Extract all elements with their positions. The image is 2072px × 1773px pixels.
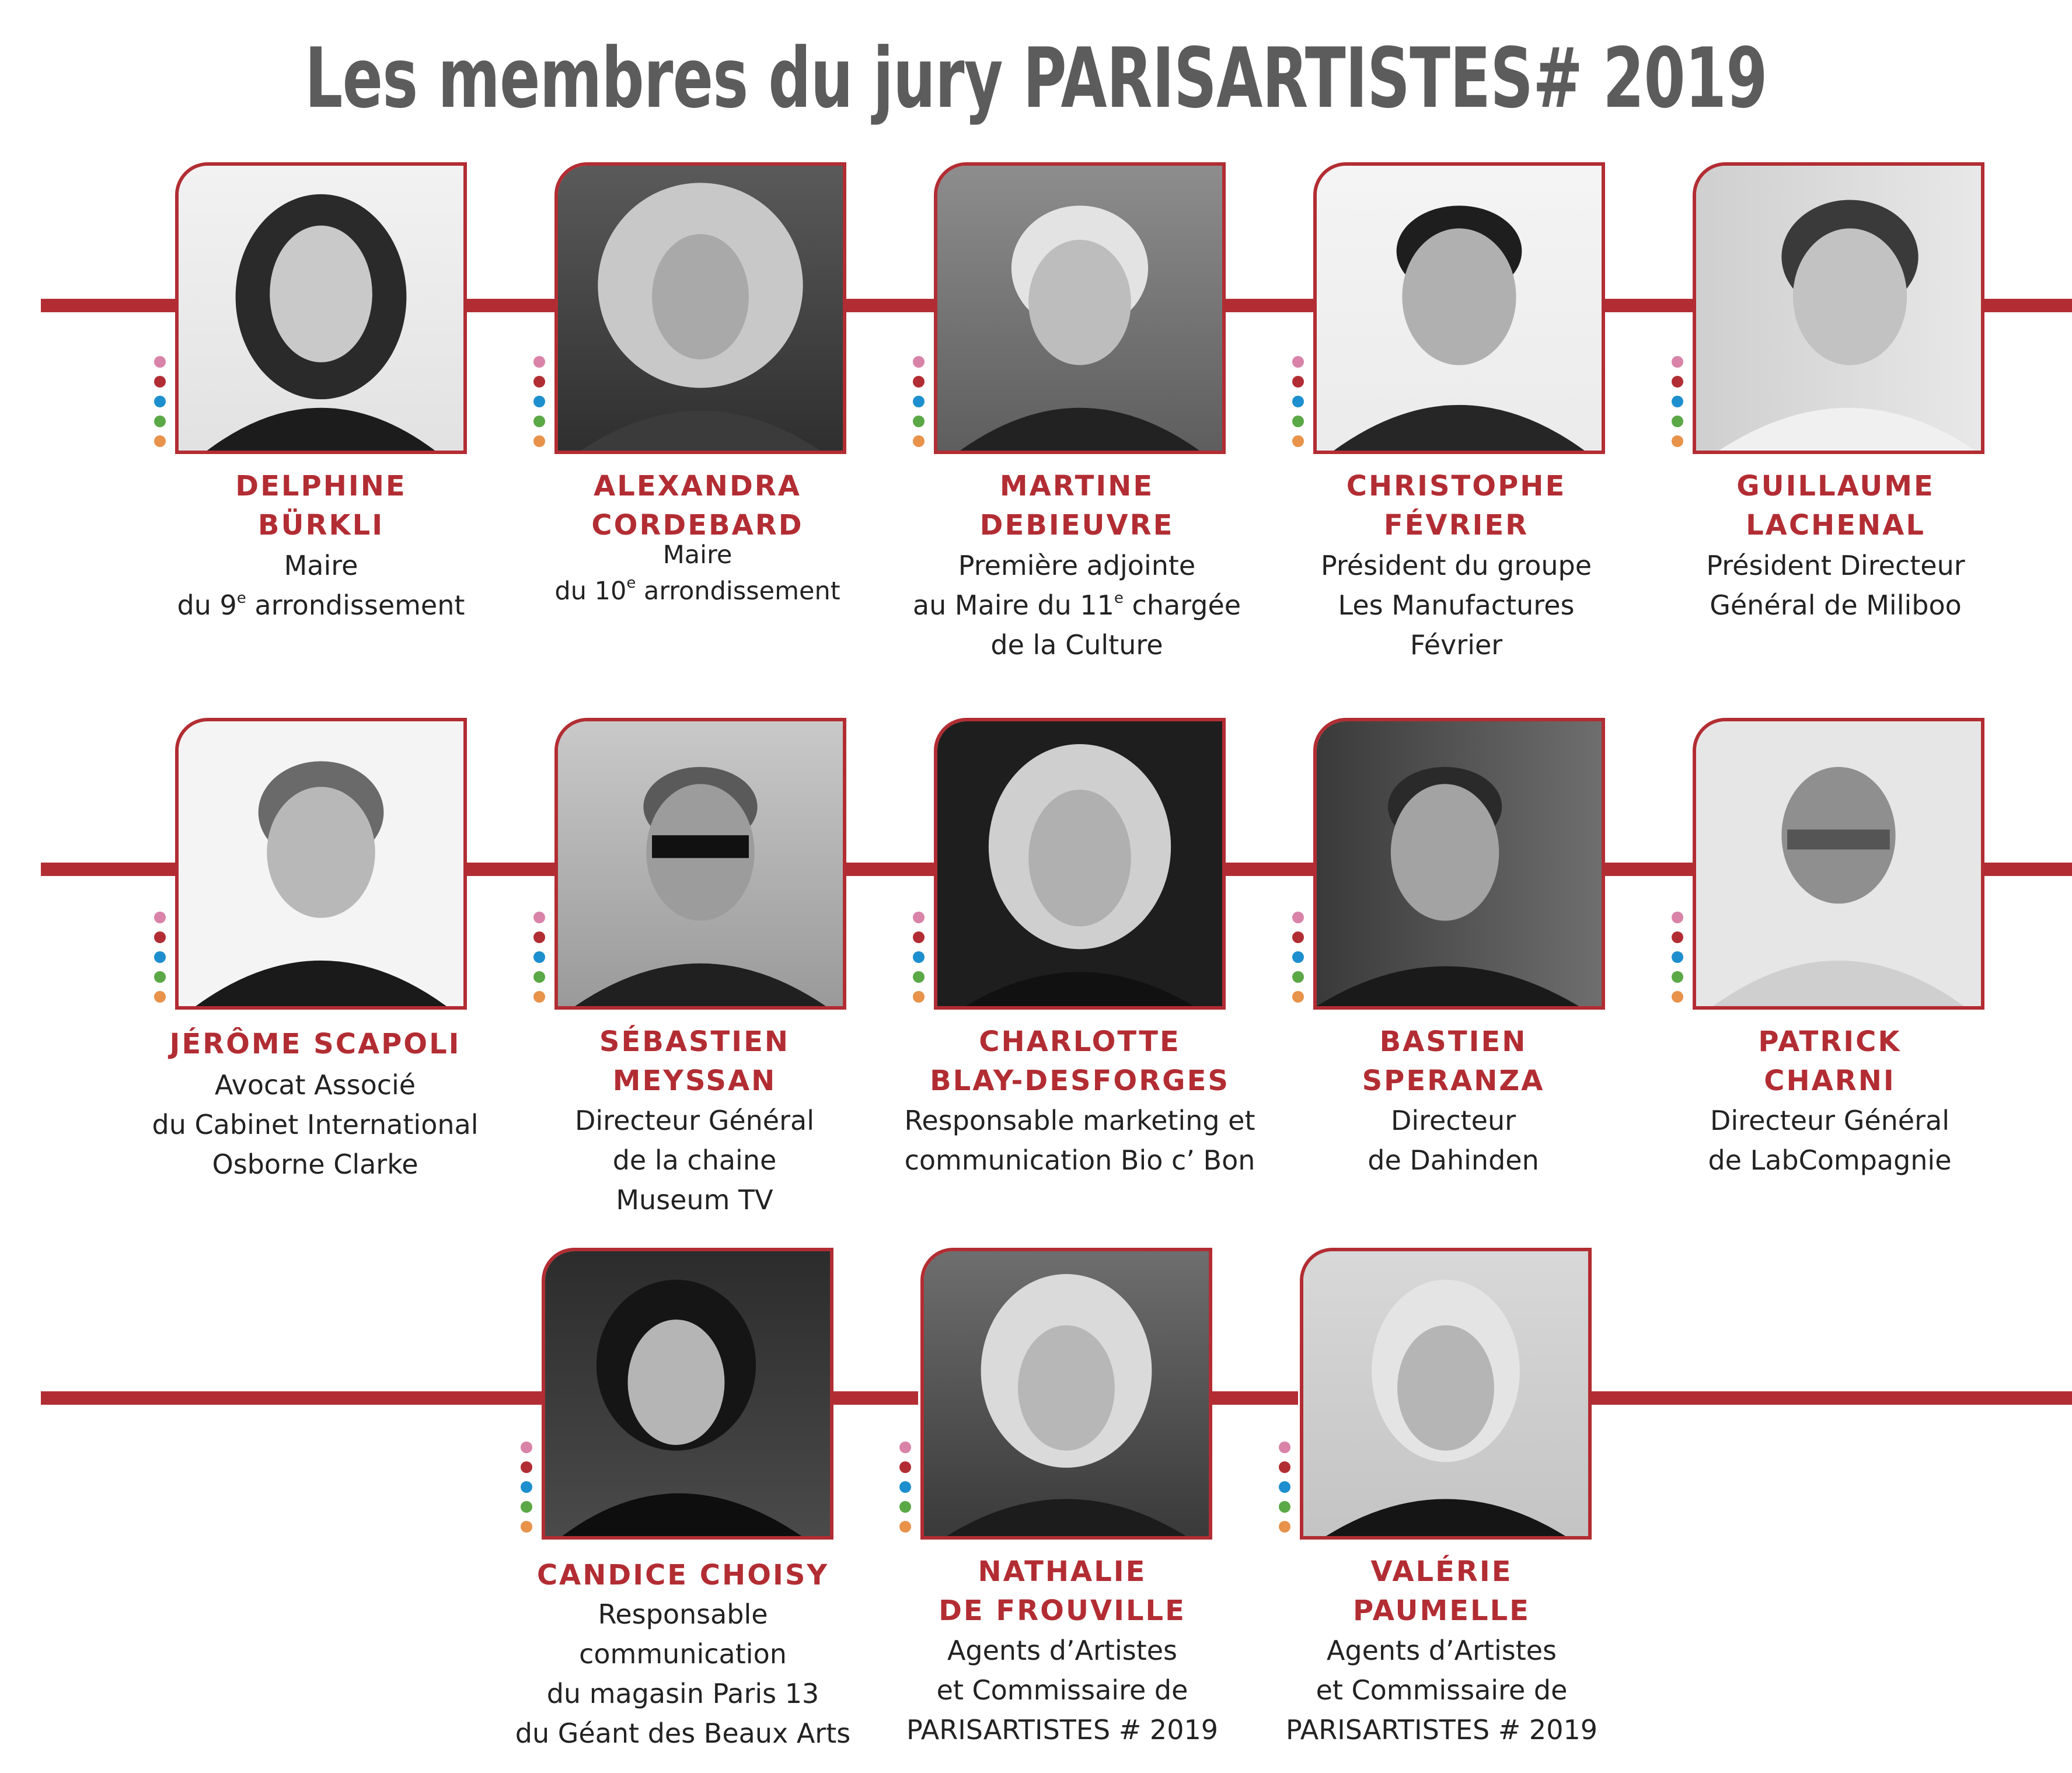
green-dot [154,971,166,983]
row-1-line-middle [1599,299,1698,312]
red-dot [1672,931,1683,943]
orange-dot [899,1521,911,1533]
portrait-photo [934,162,1226,454]
portrait-photo [1313,162,1605,454]
member-name: ALEXANDRA CORDEBARD [591,470,804,542]
pink-dot [913,356,925,368]
portrait-photo [934,718,1226,1010]
blue-dot [913,951,925,963]
pink-dot [1292,912,1304,923]
member-role: Maire du 10e arrondissement [554,540,840,606]
member-role: Agents d’Artistes et Commissaire de PARISARTISTES # 2019 [1285,1635,1597,1746]
member-role: Directeur de Dahinden [1368,1105,1539,1176]
green-dot [1672,416,1683,427]
member-name: CHRISTOPHE FÉVRIER [1346,470,1567,542]
red-dot [899,1461,911,1473]
green-dot [1292,416,1304,427]
row-1-line-right [1979,299,2072,312]
green-dot [913,971,925,983]
row-1-line-middle [461,299,560,312]
blue-dot [1279,1481,1290,1493]
portrait-photo [554,162,846,454]
orange-dot [913,435,925,447]
member-role: Première adjointe au Maire du 11e chargée de la Culture [912,550,1241,661]
green-dot [533,971,545,983]
portrait-photo [1313,718,1605,1010]
pink-dot [533,356,545,368]
red-dot [154,376,166,388]
green-dot [913,416,925,427]
pink-dot [899,1442,911,1453]
blue-dot [1672,951,1683,963]
member-role: Directeur Général de LabCompagnie [1708,1105,1952,1176]
blue-dot [533,951,545,963]
portrait-photo [542,1248,833,1540]
blue-dot [154,951,166,963]
member-role: Agents d’Artistes et Commissaire de PARISARTISTES # 2019 [906,1635,1218,1746]
member-role: Directeur Général de la chaine Museum TV [574,1105,814,1216]
green-dot [899,1501,911,1513]
portrait-photo [175,162,467,454]
green-dot [533,416,545,427]
red-dot [913,376,925,388]
red-dot [533,931,545,943]
row-1-line-middle [840,299,940,312]
color-dots [533,356,545,455]
pink-dot [1672,356,1683,368]
blue-dot [913,396,925,407]
orange-dot [1279,1521,1290,1533]
pink-dot [913,912,925,923]
row-3-line-right [1590,1391,2072,1405]
color-dots [913,356,925,455]
orange-dot [154,991,166,1003]
portrait-photo [1693,162,1984,454]
color-dots [1672,912,1683,1011]
portrait-photo [554,718,846,1010]
member-role: Maire du 9e arrondissement [177,550,465,621]
row-2-line-right [1979,863,2072,876]
red-dot [913,931,925,943]
color-dots [913,912,925,1011]
pink-dot [521,1442,532,1453]
member-name: SÉBASTIEN MEYSSAN [599,1025,790,1097]
color-dots [1292,912,1304,1011]
green-dot [521,1501,532,1513]
red-dot [154,931,166,943]
orange-dot [521,1521,532,1533]
portrait-photo [1300,1248,1592,1540]
member-role: Responsable communication du magasin Paris 13 du Géant des Beaux Arts [515,1599,851,1749]
page-title: Les membres du jury PARISARTISTES# 2019 [305,30,1767,127]
color-dots [154,356,166,455]
red-dot [1672,376,1683,388]
blue-dot [1292,396,1304,407]
color-dots [154,912,166,1011]
portrait-photo [175,718,467,1010]
row-3-line-middle [832,1391,918,1405]
color-dots [521,1442,532,1541]
orange-dot [154,435,166,447]
row-1-line-middle [1220,299,1319,312]
pink-dot [154,912,166,923]
pink-dot [1292,356,1304,368]
member-name: CANDICE CHOISY [536,1559,829,1591]
member-role: Président du groupe Les Manufactures Février [1320,550,1592,661]
row-2-line-left [41,863,179,876]
member-name: MARTINE DEBIEUVRE [979,470,1174,542]
member-name: GUILLAUME LACHENAL [1736,470,1935,542]
blue-dot [1292,951,1304,963]
row-3-line-left [41,1391,543,1405]
color-dots [1292,356,1304,455]
green-dot [1292,971,1304,983]
pink-dot [533,912,545,923]
red-dot [1292,931,1304,943]
orange-dot [533,435,545,447]
row-2-line-middle [840,863,940,876]
color-dots [533,912,545,1011]
blue-dot [521,1481,532,1493]
red-dot [521,1461,532,1473]
pink-dot [154,356,166,368]
member-name: PATRICK CHARNI [1758,1025,1902,1097]
member-name: JÉRÔME SCAPOLI [169,1028,461,1060]
pink-dot [1672,912,1683,923]
red-dot [1279,1461,1290,1473]
orange-dot [913,991,925,1003]
row-2-line-middle [1220,863,1319,876]
orange-dot [1292,991,1304,1003]
member-role: Avocat Associé du Cabinet International Osborne Clarke [152,1069,479,1180]
green-dot [1672,971,1683,983]
row-2-line-middle [1599,863,1698,876]
portrait-photo [920,1248,1212,1540]
row-3-line-middle [1211,1391,1298,1405]
orange-dot [1672,435,1683,447]
member-name: DELPHINE BÜRKLI [235,470,407,542]
member-name: CHARLOTTE BLAY-DESFORGES [930,1025,1230,1097]
member-name: NATHALIE DE FROUVILLE [939,1555,1186,1627]
green-dot [154,416,166,427]
row-1-line-left [41,299,179,312]
member-role: Président Directeur Général de Miliboo [1706,550,1965,621]
portrait-photo [1693,718,1984,1010]
color-dots [1279,1442,1290,1541]
blue-dot [1672,396,1683,407]
green-dot [1279,1501,1290,1513]
color-dots [899,1442,911,1541]
orange-dot [1292,435,1304,447]
blue-dot [154,396,166,407]
pink-dot [1279,1442,1290,1453]
orange-dot [1672,991,1683,1003]
color-dots [1672,356,1683,455]
member-name: BASTIEN SPERANZA [1362,1025,1545,1097]
member-name: VALÉRIE PAUMELLE [1353,1555,1530,1627]
blue-dot [899,1481,911,1493]
red-dot [1292,376,1304,388]
blue-dot [533,396,545,407]
orange-dot [533,991,545,1003]
row-2-line-middle [461,863,560,876]
red-dot [533,376,545,388]
member-role: Responsable marketing et communication Bio c’ Bon [904,1105,1255,1176]
